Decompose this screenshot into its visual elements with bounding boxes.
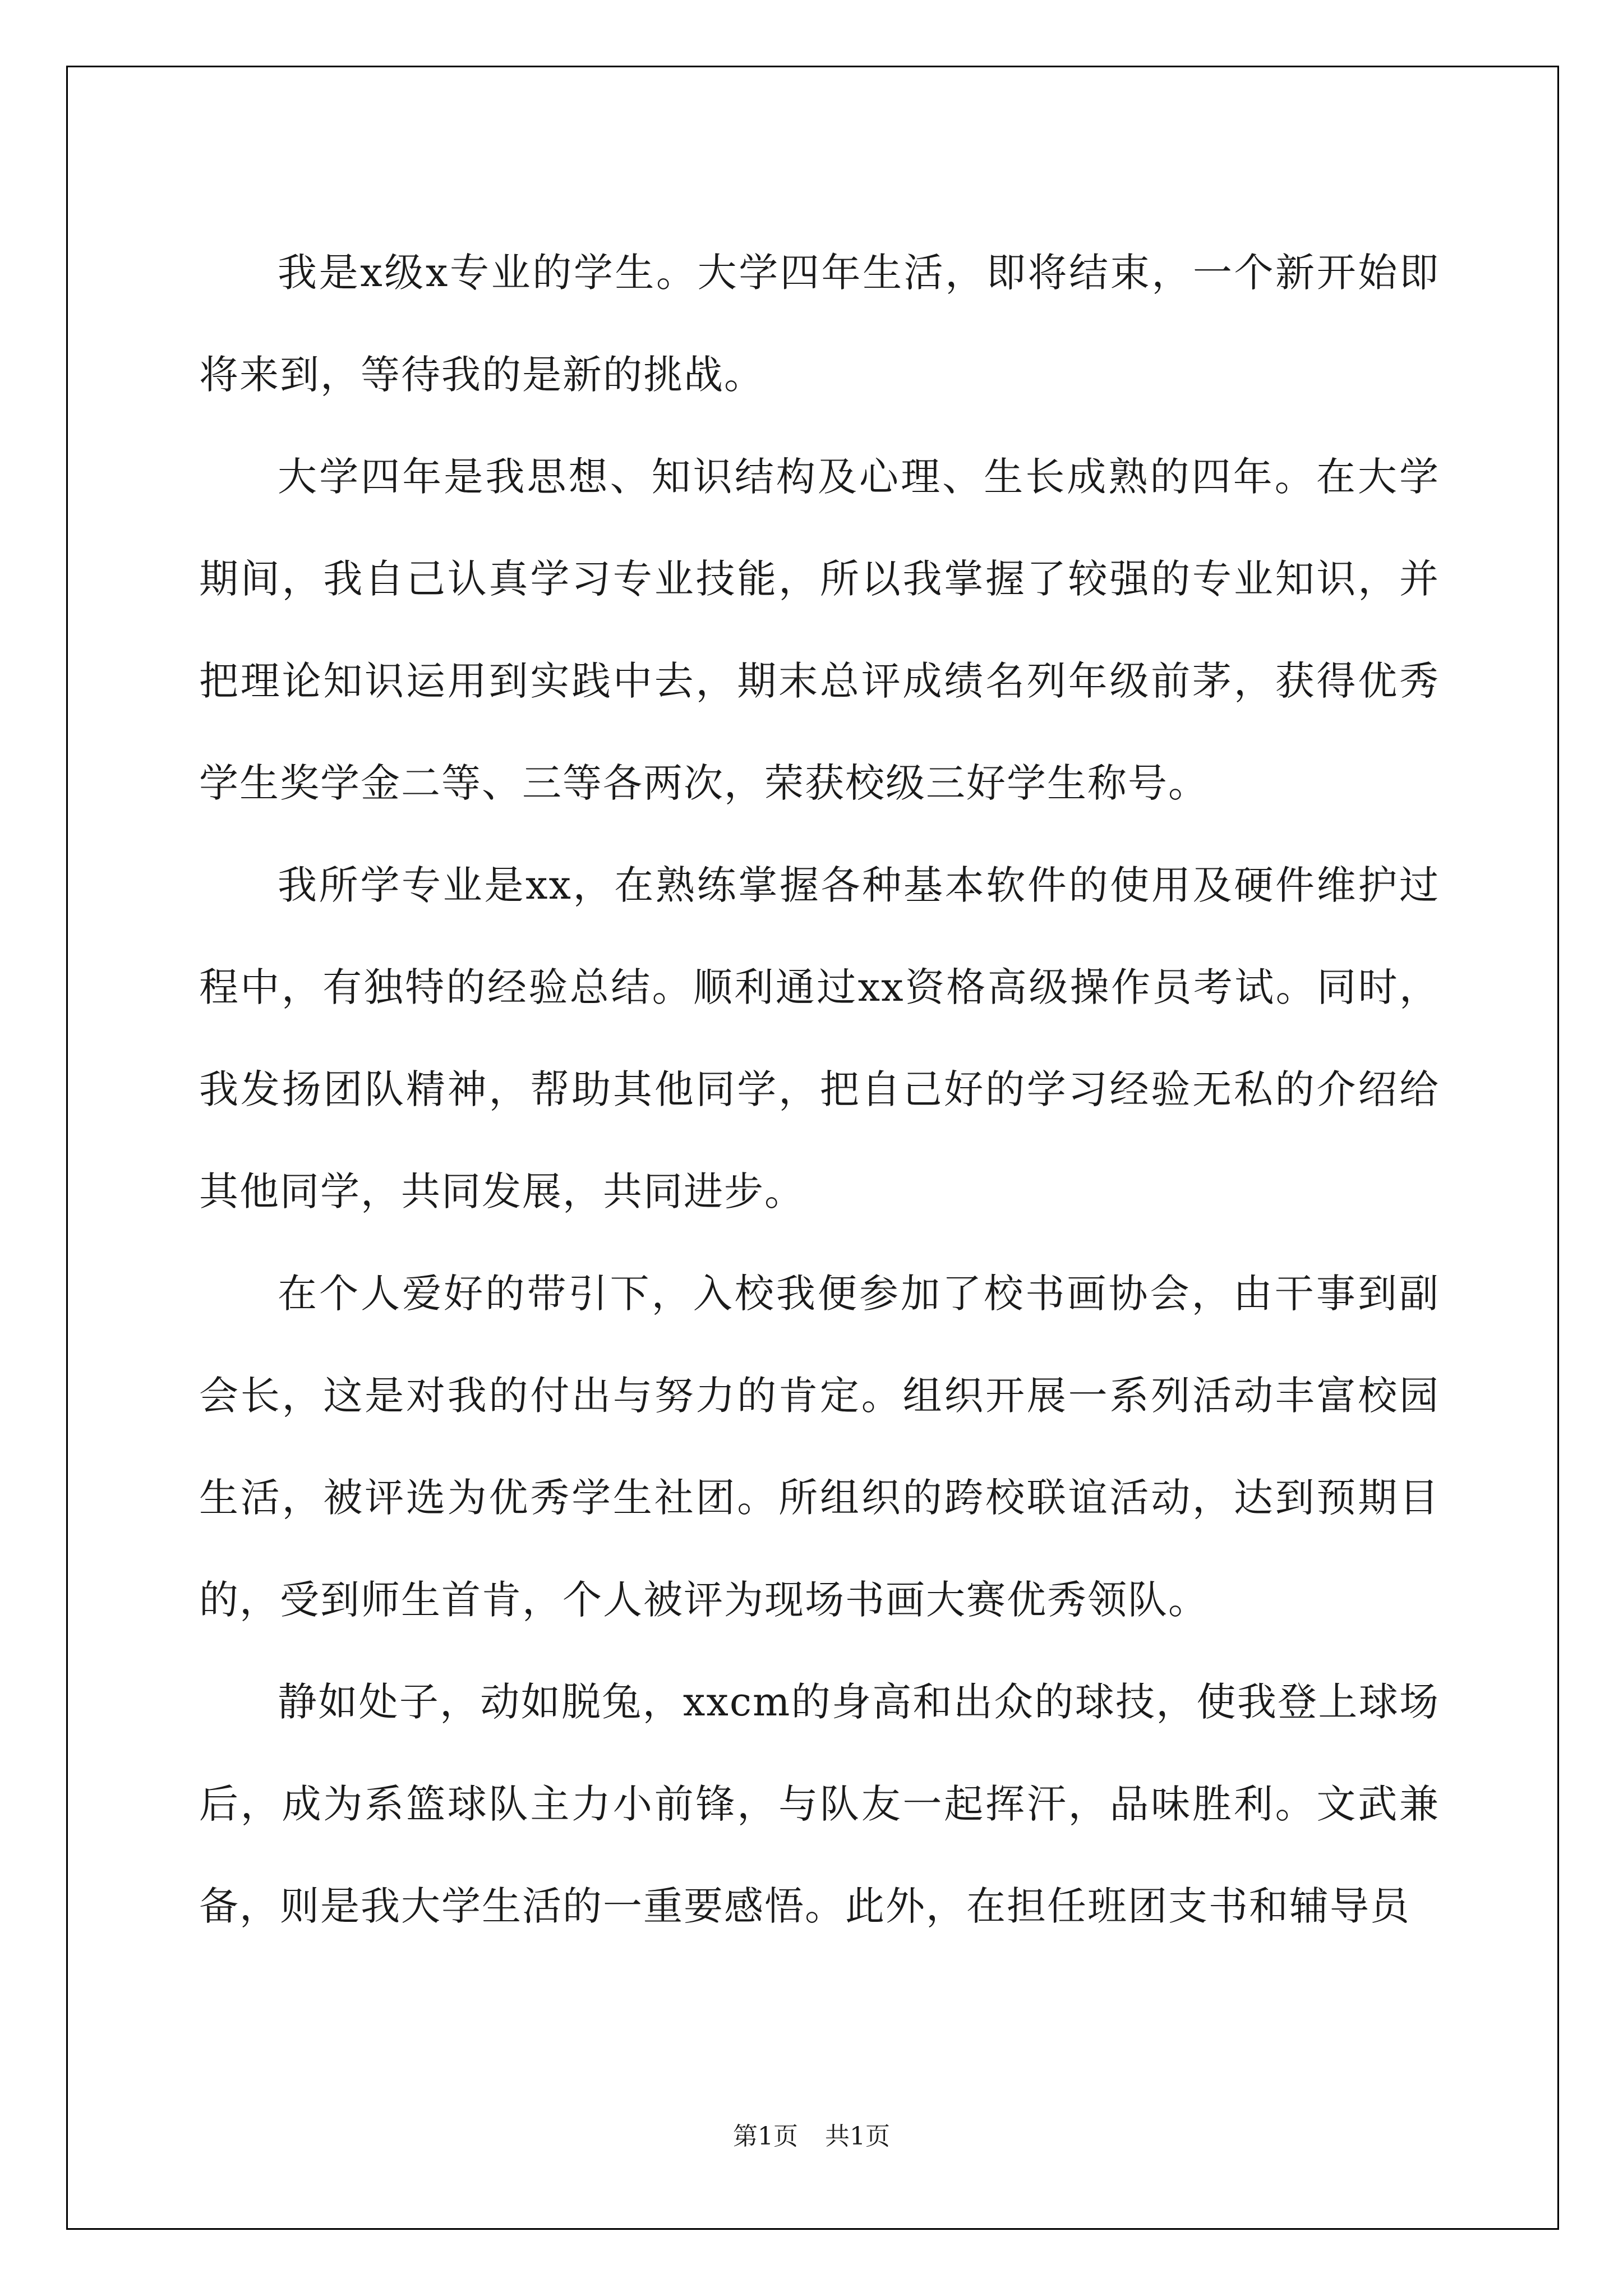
page-footer xyxy=(0,2116,1623,2152)
page-number: 第1页 xyxy=(733,2122,798,2151)
paragraph-3: 我所学专业是xx，在熟练掌握各种基本软件的使用及硬件维护过程中，有独特的经验总结。顺利通过xx资格高级操作员考试。同时，我发扬团队精神，帮助其他同学，把自己好的学习经验无私的介绍给其他同学，共同发展，共同进步。 xyxy=(199,862,1440,1214)
paragraph-4: 在个人爱好的带引下，入校我便参加了校书画协会，由干事到副会长，这是对我的付出与努力的肯定。组织开展一系列活动丰富校园生活，被评选为优秀学生社团。所组织的跨校联谊活动，达到预期目的，受到师生首肯，个人被评为现场书画大赛优秀领队。 xyxy=(199,1271,1440,1623)
paragraph-2: 大学四年是我思想、知识结构及心理、生长成熟的四年。在大学期间，我自己认真学习专业技能，所以我掌握了较强的专业知识，并把理论知识运用到实践中去，期末总评成绩名列年级前茅，获得优秀学生奖学金二等、三等各两次，荣获校级三好学生称号。 xyxy=(199,454,1440,806)
paragraph-1: 我是x级x专业的学生。大学四年生活，即将结束，一个新开始即将来到，等待我的是新的挑战。 xyxy=(199,250,1440,398)
document-body xyxy=(199,222,1440,1957)
page-total: 共1页 xyxy=(825,2122,890,2151)
paragraph-5: 静如处子，动如脱兔，xxcm的身高和出众的球技，使我登上球场后，成为系篮球队主力小前锋，与队友一起挥汗，品味胜利。文武兼备，则是我大学生活的一重要感悟。此外，在担任班团支书和辅导员 xyxy=(199,1679,1440,1929)
